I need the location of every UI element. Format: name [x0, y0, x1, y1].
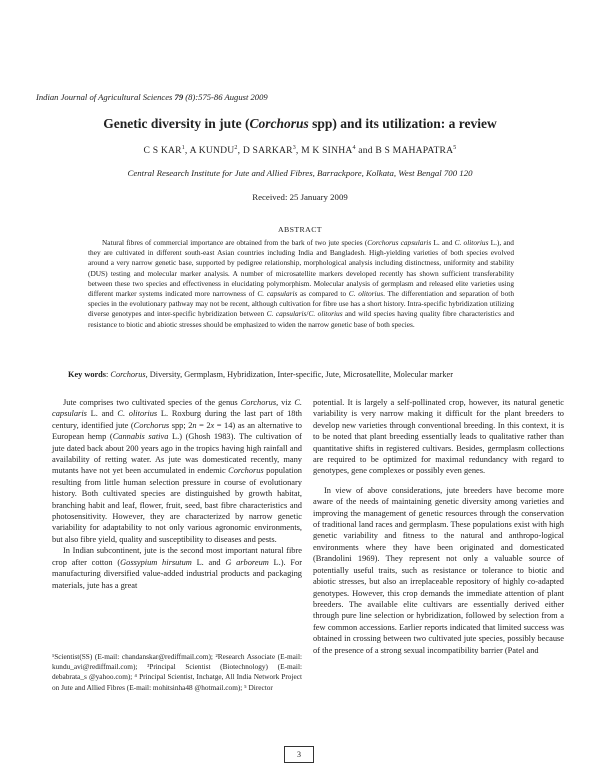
- received-date: Received: 25 January 2009: [252, 192, 348, 202]
- author-footnote: ¹Scientist(SS) (E-mail: chandanskar@rediffmail.com); ²Research Associate (E-mail: kundu_avi@rediffmail.com); ³Principal Scientist (Biotechnology) (E-mail: debabrata_s @yahoo.com); ⁴ Principal Scientist, Inchatge, All India Network Project on Jute and Allied Fibres (E-mail: mohitsinha48 @hotmail.com); ⁵ Director: [52, 652, 302, 692]
- paper-title: Genetic diversity in jute (Corchorus spp) and its utilization: a review: [103, 116, 497, 131]
- abstract-heading: ABSTRACT: [278, 225, 322, 234]
- keywords-label: Key words: [68, 370, 107, 379]
- page-number: 3: [284, 746, 314, 763]
- body-paragraph: Jute comprises two cultivated species of the genus Corchorus, viz C. capsularis L. and C. olitorius L. Roxburg during the last part of 18th century, identified jute (Corchorus spp; 2n = 2x = 14) as an alternative to European hemp (Cannabis sativa L.) (Ghosh 1983). The cultivation of jute dated back about 200 years ago in the tropics having high rainfall and availability of retting water. As jute was domesticated recently, many mutants have not yet been accumulated in endemic Corchorus population resulting from little human selection pressure in course of evolutionary history. Both cultivated species are distinguished by growth habitat, branching habit and leaf, flower, fruit, seed, bast fibre characteristics and photosensitivity. However, they are characterized by narrow genetic variability for adaptability to not only various agronomic environments, but also fibre yield, quality and susceptibility to diseases and pests.: [52, 398, 303, 544]
- abstract-body: [88, 238, 514, 330]
- author-name: D SARKAR: [242, 145, 293, 157]
- affiliation: Central Research Institute for Jute and Allied Fibres, Barrackpore, Kolkata, West Bengal 700 120: [127, 168, 473, 178]
- author-name: C S KAR: [143, 145, 182, 157]
- keywords: Key words: Corchorus, Diversity, Germplasm, Hybridization, Inter-specific, Jute, Microsatellite, Molecular marker: [68, 370, 453, 379]
- author-list: C S KAR$^1$, A KUNDU$^2$, D SARKAR$^3$, M K SINHA$^4$ and B S MAHAPATRA$^5$: [143, 145, 457, 157]
- body-paragraph: potential. It is largely a self-pollinated crop, however, its natural genetic variability is very narrow making it difficult for the plant breeders to develop new varieties through conventional breeding. In this context, it is to be noted that plant breeding essentially leads to qualitative rather than quantitative shifts in registered cultivars. Besides, germplasm collections are required to be optimized for maximal redundancy with regard to genotypes, gene complexes or possibly even genes.: [313, 398, 564, 476]
- right-column: [313, 397, 564, 656]
- left-column: [52, 397, 302, 591]
- journal-citation: Indian Journal of Agricultural Sciences 79 (8):575-86 August 2009: [36, 92, 268, 102]
- body-paragraph: In view of above considerations, jute breeders have become more aware of the needs of maintaining genetic diversity among varieties and improving the management of genetic resources through the conservation of traditional land races and germplasm. These populations exist with high genetic variability and fitness to the natural and anthropo-logical environments where they have been originated and domesticated (Brandolini 1969). They represent not only a valuable source of potentially useful traits, such as resistance or tolerance to biotic and abiotic stresses, but also an irreplaceable repository of highly co-adapted genotypes. However, this crop demands the immediate attention of plant breeders. The available elite cultivars are essentially derived either through pure line selection or hybridization, followed by selection from a few common accessions. Earlier reports indicated that limited success was obtained in crossing between two cultivated jute species, possibly because of the presence of a strong sexual incompatibility barrier (Patel and: [313, 485, 564, 655]
- journal-volume: 79: [174, 92, 184, 102]
- body-paragraph: In Indian subcontinent, jute is the second most important natural fibre crop after cotton (Gossypium hirsutum L. and G arboreum L.). For manufacturing diversified value-added industrial products and packaging materials, jute has a great: [52, 546, 302, 590]
- author-name: B S MAHAPATRA: [375, 145, 454, 157]
- author-name: A KUNDU: [189, 145, 235, 157]
- abstract-paragraph: Natural fibres of commercial importance are obtained from the bark of two jute species (Corchorus capsularis L. and C. olitorius L.), and they are cultivated in different south-east Asian countries including India and Bangladesh. High-yielding varieties of both species evolved around a very narrow genetic base, supported by pedigree relationship, morphological analysis including distinctness, uniformity and stability (DUS) testing and molecular marker analysis. A number of microsatellite markers developed recently has shown sufficient transferability between these two species and effectiveness in elucidating polymorphism. Molecular analysis of germplasm and released elite varieties using different marker systems indicated more narrowness of C. capsularis as compared to C. olitorius. The differentiation and separation of both species in the evolutionary pathway may not be recent, although cultivation for fibre use has a short history. Intra-specific hybridization utilizing diverse genotypes and inter-specific hybridization between C. capsularis/C. olitorius and wild species having quality fibre characteristics and resistance to biotic and abiotic stresses should be emphasized to widen the narrow genetic base of both species.: [88, 238, 515, 329]
- author-name: M K SINHA: [301, 145, 353, 157]
